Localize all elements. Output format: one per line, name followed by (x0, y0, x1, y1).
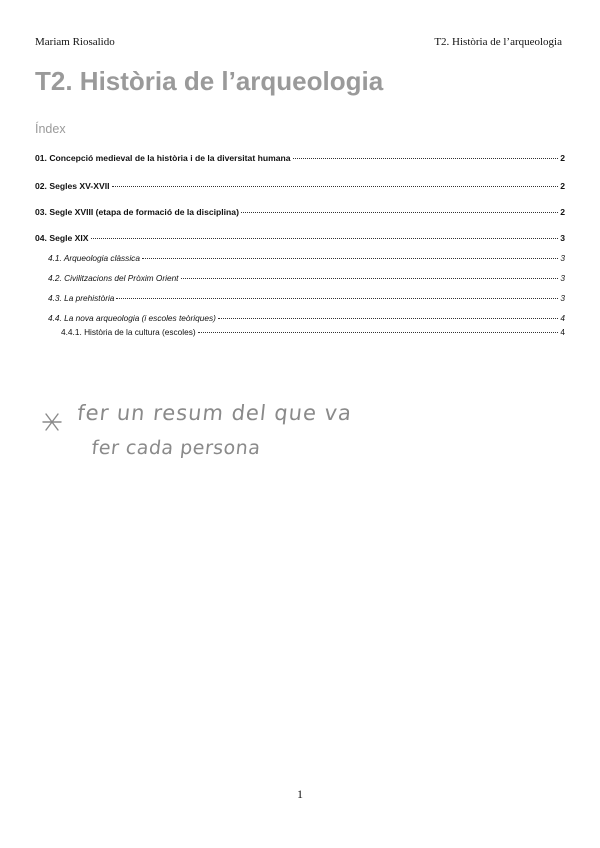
handwritten-line-1: fer un resum del que va (76, 400, 354, 425)
toc-leader-dots (142, 257, 558, 259)
toc-entry-02[interactable] (35, 181, 565, 191)
toc-leader-dots (218, 317, 558, 319)
toc-leader-dots (241, 211, 558, 213)
asterisk-mark (43, 414, 61, 430)
toc-leader-dots (181, 277, 559, 279)
toc-page-number: 2 (560, 207, 565, 217)
index-heading: Índex (35, 122, 66, 136)
toc-page-number: 2 (560, 153, 565, 163)
toc-page-number: 2 (560, 181, 565, 191)
handwritten-line-2: fer cada persona (90, 437, 262, 459)
toc-entry-04[interactable] (35, 233, 565, 243)
toc-entry-text: 4.3. La prehistòria (48, 293, 115, 303)
toc-entry-text: 4.4.1. Història de la cultura (escoles) (61, 327, 196, 337)
header-author: Mariam Riosalido (35, 36, 115, 48)
toc-entry-4-2[interactable] (48, 273, 565, 283)
toc-entry-text: 02. Segles XV-XVII (35, 181, 110, 191)
toc-entry-text: 4.1. Arqueologia clàssica (48, 253, 140, 263)
toc-entry-text: 04. Segle XIX (35, 233, 89, 243)
toc-entry-text: 03. Segle XVIII (etapa de formació de la disciplina) (35, 207, 239, 217)
toc-page-number: 4 (560, 313, 565, 323)
header-running-title: T2. Història de l’arqueologia (434, 36, 562, 48)
toc-entry-text: 01. Concepció medieval de la història i de la diversitat humana (35, 153, 291, 163)
toc-entry-03[interactable] (35, 207, 565, 217)
toc-leader-dots (116, 297, 558, 299)
toc-entry-text: 4.2. Civilitzacions del Pròxim Orient (48, 273, 179, 283)
toc-entry-4-3[interactable] (48, 293, 565, 303)
toc-entry-4-1[interactable] (48, 253, 565, 263)
toc-page-number: 3 (560, 293, 565, 303)
toc-page-number: 3 (560, 233, 565, 243)
toc-page-number: 3 (560, 253, 565, 263)
toc-entry-text: 4.4. La nova arqueologia (i escoles teòriques) (48, 313, 216, 323)
toc-page-number: 4 (560, 327, 565, 337)
page-number: 1 (297, 787, 303, 801)
toc-leader-dots (198, 331, 559, 333)
toc-entry-01[interactable] (35, 153, 565, 163)
toc-page-number: 3 (560, 273, 565, 283)
toc-entry-4-4-1[interactable] (61, 327, 565, 337)
toc-leader-dots (293, 157, 559, 159)
toc-leader-dots (112, 185, 559, 187)
handwritten-note (40, 388, 370, 468)
toc-leader-dots (91, 237, 559, 239)
toc-entry-4-4[interactable] (48, 313, 565, 323)
document-title: T2. Història de l’arqueologia (35, 66, 384, 96)
